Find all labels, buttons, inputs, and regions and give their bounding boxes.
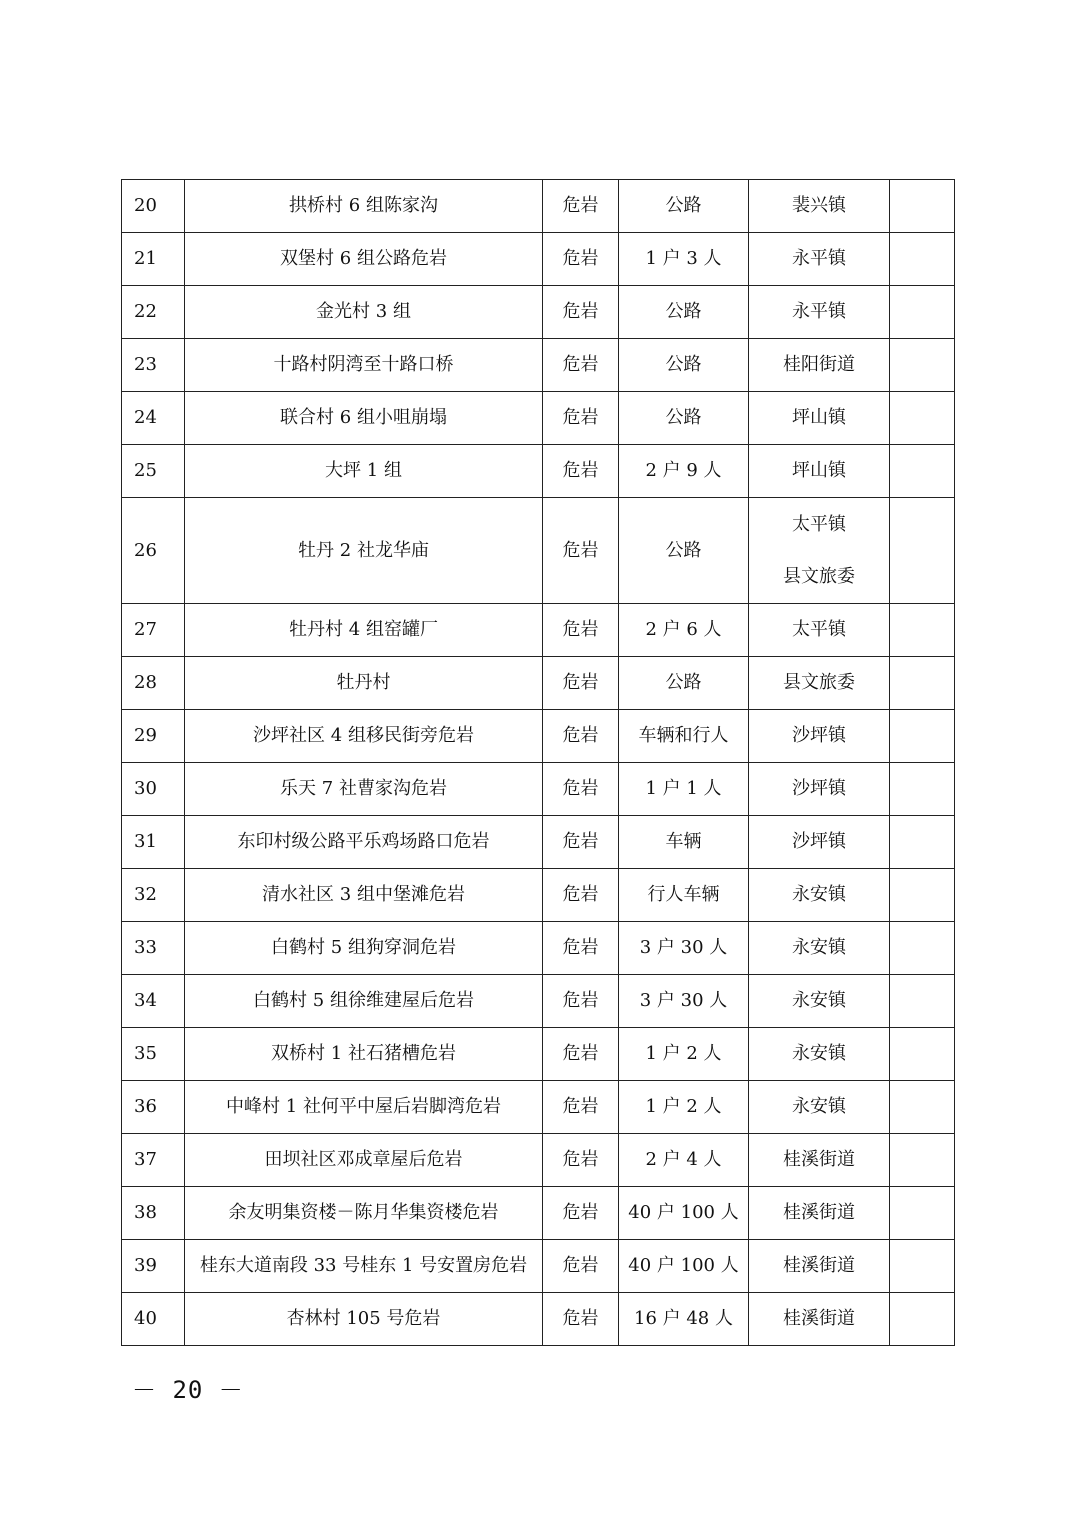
location-cell: 联合村 6 组小咀崩塌 bbox=[185, 392, 543, 445]
location-cell: 中峰村 1 社何平中屋后岩脚湾危岩 bbox=[185, 1081, 543, 1134]
table-row bbox=[122, 1028, 955, 1081]
responsible-unit-line: 沙坪镇 bbox=[792, 725, 846, 747]
location-cell: 十路村阴湾至十路口桥 bbox=[185, 339, 543, 392]
table-row bbox=[122, 816, 955, 869]
responsible-unit-line: 桂溪街道 bbox=[783, 1308, 855, 1330]
location-cell: 桂东大道南段 33 号桂东 1 号安置房危岩 bbox=[185, 1240, 543, 1293]
location-cell: 拱桥村 6 组陈家沟 bbox=[185, 180, 543, 233]
row-number-cell: 30 bbox=[122, 763, 185, 816]
hazard-type-cell: 危岩 bbox=[543, 1293, 619, 1346]
threat-object-cell: 公路 bbox=[619, 498, 749, 604]
location-cell: 杏林村 105 号危岩 bbox=[185, 1293, 543, 1346]
threat-object-cell: 2 户 6 人 bbox=[619, 604, 749, 657]
page-number: － 20 － bbox=[132, 1376, 244, 1404]
table-row bbox=[122, 1293, 955, 1346]
row-number-cell: 35 bbox=[122, 1028, 185, 1081]
location-cell: 东印村级公路平乐鸡场路口危岩 bbox=[185, 816, 543, 869]
threat-object-cell: 行人车辆 bbox=[619, 869, 749, 922]
remark-cell bbox=[890, 498, 955, 604]
remark-cell bbox=[890, 339, 955, 392]
hazard-type-cell: 危岩 bbox=[543, 180, 619, 233]
table-row bbox=[122, 922, 955, 975]
row-number-cell: 28 bbox=[122, 657, 185, 710]
table-row bbox=[122, 1240, 955, 1293]
hazard-type-cell: 危岩 bbox=[543, 975, 619, 1028]
location-cell: 双堡村 6 组公路危岩 bbox=[185, 233, 543, 286]
table-row bbox=[122, 763, 955, 816]
responsible-unit-cell bbox=[749, 233, 890, 286]
responsible-unit-cell bbox=[749, 445, 890, 498]
table-row bbox=[122, 657, 955, 710]
hazard-type-cell: 危岩 bbox=[543, 445, 619, 498]
threat-object-cell: 公路 bbox=[619, 180, 749, 233]
remark-cell bbox=[890, 1240, 955, 1293]
threat-object-cell: 公路 bbox=[619, 392, 749, 445]
row-number-cell: 40 bbox=[122, 1293, 185, 1346]
responsible-unit-cell bbox=[749, 710, 890, 763]
threat-object-cell: 16 户 48 人 bbox=[619, 1293, 749, 1346]
hazard-type-cell: 危岩 bbox=[543, 286, 619, 339]
responsible-unit-cell bbox=[749, 657, 890, 710]
hazard-type-cell: 危岩 bbox=[543, 604, 619, 657]
remark-cell bbox=[890, 286, 955, 339]
location-cell: 乐天 7 社曹家沟危岩 bbox=[185, 763, 543, 816]
row-number-cell: 32 bbox=[122, 869, 185, 922]
remark-cell bbox=[890, 445, 955, 498]
remark-cell bbox=[890, 1293, 955, 1346]
hazard-table-body bbox=[122, 180, 955, 1346]
threat-object-cell: 1 户 2 人 bbox=[619, 1028, 749, 1081]
hazard-type-cell: 危岩 bbox=[543, 816, 619, 869]
responsible-unit-cell bbox=[749, 604, 890, 657]
responsible-unit-line: 桂溪街道 bbox=[783, 1149, 855, 1171]
threat-object-cell: 3 户 30 人 bbox=[619, 922, 749, 975]
remark-cell bbox=[890, 763, 955, 816]
responsible-unit-line: 桂溪街道 bbox=[783, 1202, 855, 1224]
threat-object-cell: 1 户 2 人 bbox=[619, 1081, 749, 1134]
row-number-cell: 27 bbox=[122, 604, 185, 657]
threat-object-cell: 车辆 bbox=[619, 816, 749, 869]
table-row bbox=[122, 286, 955, 339]
responsible-unit-line: 县文旅委 bbox=[783, 672, 855, 694]
table-row bbox=[122, 975, 955, 1028]
table-row bbox=[122, 180, 955, 233]
hazard-type-cell: 危岩 bbox=[543, 1187, 619, 1240]
location-cell: 金光村 3 组 bbox=[185, 286, 543, 339]
row-number-cell: 34 bbox=[122, 975, 185, 1028]
hazard-type-cell: 危岩 bbox=[543, 1134, 619, 1187]
responsible-unit-line: 桂阳街道 bbox=[783, 354, 855, 376]
row-number-cell: 29 bbox=[122, 710, 185, 763]
table-row bbox=[122, 498, 955, 604]
threat-object-cell: 公路 bbox=[619, 657, 749, 710]
location-cell: 白鹤村 5 组狗穿洞危岩 bbox=[185, 922, 543, 975]
responsible-unit-line: 太平镇 bbox=[792, 619, 846, 641]
hazard-type-cell: 危岩 bbox=[543, 1081, 619, 1134]
table-row bbox=[122, 710, 955, 763]
responsible-unit-line: 太平镇 bbox=[792, 513, 846, 535]
hazard-type-cell: 危岩 bbox=[543, 1240, 619, 1293]
table-row bbox=[122, 1081, 955, 1134]
responsible-unit-cell bbox=[749, 922, 890, 975]
hazard-type-cell: 危岩 bbox=[543, 233, 619, 286]
threat-object-cell: 2 户 9 人 bbox=[619, 445, 749, 498]
table-row bbox=[122, 339, 955, 392]
responsible-unit-cell bbox=[749, 1028, 890, 1081]
hazard-type-cell: 危岩 bbox=[543, 339, 619, 392]
responsible-unit-cell bbox=[749, 286, 890, 339]
hazard-type-cell: 危岩 bbox=[543, 869, 619, 922]
location-cell: 牡丹村 bbox=[185, 657, 543, 710]
table-row bbox=[122, 604, 955, 657]
responsible-unit-cell bbox=[749, 1081, 890, 1134]
responsible-unit-cell bbox=[749, 392, 890, 445]
location-cell: 田坝社区邓成章屋后危岩 bbox=[185, 1134, 543, 1187]
remark-cell bbox=[890, 392, 955, 445]
responsible-unit-line: 永平镇 bbox=[792, 301, 846, 323]
table-row bbox=[122, 445, 955, 498]
responsible-unit-cell bbox=[749, 816, 890, 869]
remark-cell bbox=[890, 180, 955, 233]
threat-object-cell: 公路 bbox=[619, 339, 749, 392]
threat-object-cell: 2 户 4 人 bbox=[619, 1134, 749, 1187]
location-cell: 牡丹村 4 组窑罐厂 bbox=[185, 604, 543, 657]
responsible-unit-cell bbox=[749, 763, 890, 816]
remark-cell bbox=[890, 657, 955, 710]
remark-cell bbox=[890, 604, 955, 657]
location-cell: 清水社区 3 组中堡滩危岩 bbox=[185, 869, 543, 922]
row-number-cell: 37 bbox=[122, 1134, 185, 1187]
responsible-unit-cell bbox=[749, 1187, 890, 1240]
responsible-unit-line: 桂溪街道 bbox=[783, 1255, 855, 1277]
threat-object-cell: 1 户 1 人 bbox=[619, 763, 749, 816]
responsible-unit-cell bbox=[749, 1240, 890, 1293]
hazard-type-cell: 危岩 bbox=[543, 922, 619, 975]
hazard-type-cell: 危岩 bbox=[543, 392, 619, 445]
table-row bbox=[122, 233, 955, 286]
remark-cell bbox=[890, 1187, 955, 1240]
responsible-unit-cell bbox=[749, 1293, 890, 1346]
responsible-unit-line: 永安镇 bbox=[792, 990, 846, 1012]
row-number-cell: 21 bbox=[122, 233, 185, 286]
row-number-cell: 23 bbox=[122, 339, 185, 392]
hazard-type-cell: 危岩 bbox=[543, 763, 619, 816]
threat-object-cell: 车辆和行人 bbox=[619, 710, 749, 763]
remark-cell bbox=[890, 869, 955, 922]
row-number-cell: 24 bbox=[122, 392, 185, 445]
row-number-cell: 31 bbox=[122, 816, 185, 869]
threat-object-cell: 40 户 100 人 bbox=[619, 1240, 749, 1293]
table-row bbox=[122, 1187, 955, 1240]
location-cell: 白鹤村 5 组徐维建屋后危岩 bbox=[185, 975, 543, 1028]
location-cell: 双桥村 1 社石猪槽危岩 bbox=[185, 1028, 543, 1081]
location-cell: 牡丹 2 社龙华庙 bbox=[185, 498, 543, 604]
responsible-unit-line: 永平镇 bbox=[792, 248, 846, 270]
table-row bbox=[122, 1134, 955, 1187]
row-number-cell: 33 bbox=[122, 922, 185, 975]
responsible-unit-cell bbox=[749, 180, 890, 233]
responsible-unit-line: 沙坪镇 bbox=[792, 831, 846, 853]
hazard-type-cell: 危岩 bbox=[543, 1028, 619, 1081]
table-row bbox=[122, 869, 955, 922]
responsible-unit-line: 永安镇 bbox=[792, 1043, 846, 1065]
responsible-unit-cell bbox=[749, 498, 890, 604]
row-number-cell: 22 bbox=[122, 286, 185, 339]
row-number-cell: 38 bbox=[122, 1187, 185, 1240]
responsible-unit-cell bbox=[749, 869, 890, 922]
remark-cell bbox=[890, 975, 955, 1028]
remark-cell bbox=[890, 710, 955, 763]
hazard-type-cell: 危岩 bbox=[543, 710, 619, 763]
remark-cell bbox=[890, 816, 955, 869]
remark-cell bbox=[890, 233, 955, 286]
responsible-unit-line: 永安镇 bbox=[792, 937, 846, 959]
table-row bbox=[122, 392, 955, 445]
responsible-unit-cell bbox=[749, 1134, 890, 1187]
location-cell: 大坪 1 组 bbox=[185, 445, 543, 498]
responsible-unit-line: 永安镇 bbox=[792, 884, 846, 906]
location-cell: 沙坪社区 4 组移民街旁危岩 bbox=[185, 710, 543, 763]
hazard-table bbox=[121, 179, 955, 1346]
hazard-type-cell: 危岩 bbox=[543, 498, 619, 604]
remark-cell bbox=[890, 922, 955, 975]
remark-cell bbox=[890, 1081, 955, 1134]
responsible-unit-cell bbox=[749, 339, 890, 392]
responsible-unit-line: 裴兴镇 bbox=[792, 195, 846, 217]
responsible-unit-line: 坪山镇 bbox=[792, 407, 846, 429]
remark-cell bbox=[890, 1028, 955, 1081]
row-number-cell: 36 bbox=[122, 1081, 185, 1134]
responsible-unit-cell bbox=[749, 975, 890, 1028]
responsible-unit-line: 永安镇 bbox=[792, 1096, 846, 1118]
threat-object-cell: 3 户 30 人 bbox=[619, 975, 749, 1028]
row-number-cell: 26 bbox=[122, 498, 185, 604]
location-cell: 余友明集资楼－陈月华集资楼危岩 bbox=[185, 1187, 543, 1240]
responsible-unit-line: 坪山镇 bbox=[792, 460, 846, 482]
remark-cell bbox=[890, 1134, 955, 1187]
row-number-cell: 25 bbox=[122, 445, 185, 498]
responsible-unit-line: 县文旅委 bbox=[783, 565, 855, 587]
hazard-type-cell: 危岩 bbox=[543, 657, 619, 710]
threat-object-cell: 公路 bbox=[619, 286, 749, 339]
row-number-cell: 39 bbox=[122, 1240, 185, 1293]
responsible-unit-line: 沙坪镇 bbox=[792, 778, 846, 800]
row-number-cell: 20 bbox=[122, 180, 185, 233]
threat-object-cell: 40 户 100 人 bbox=[619, 1187, 749, 1240]
threat-object-cell: 1 户 3 人 bbox=[619, 233, 749, 286]
